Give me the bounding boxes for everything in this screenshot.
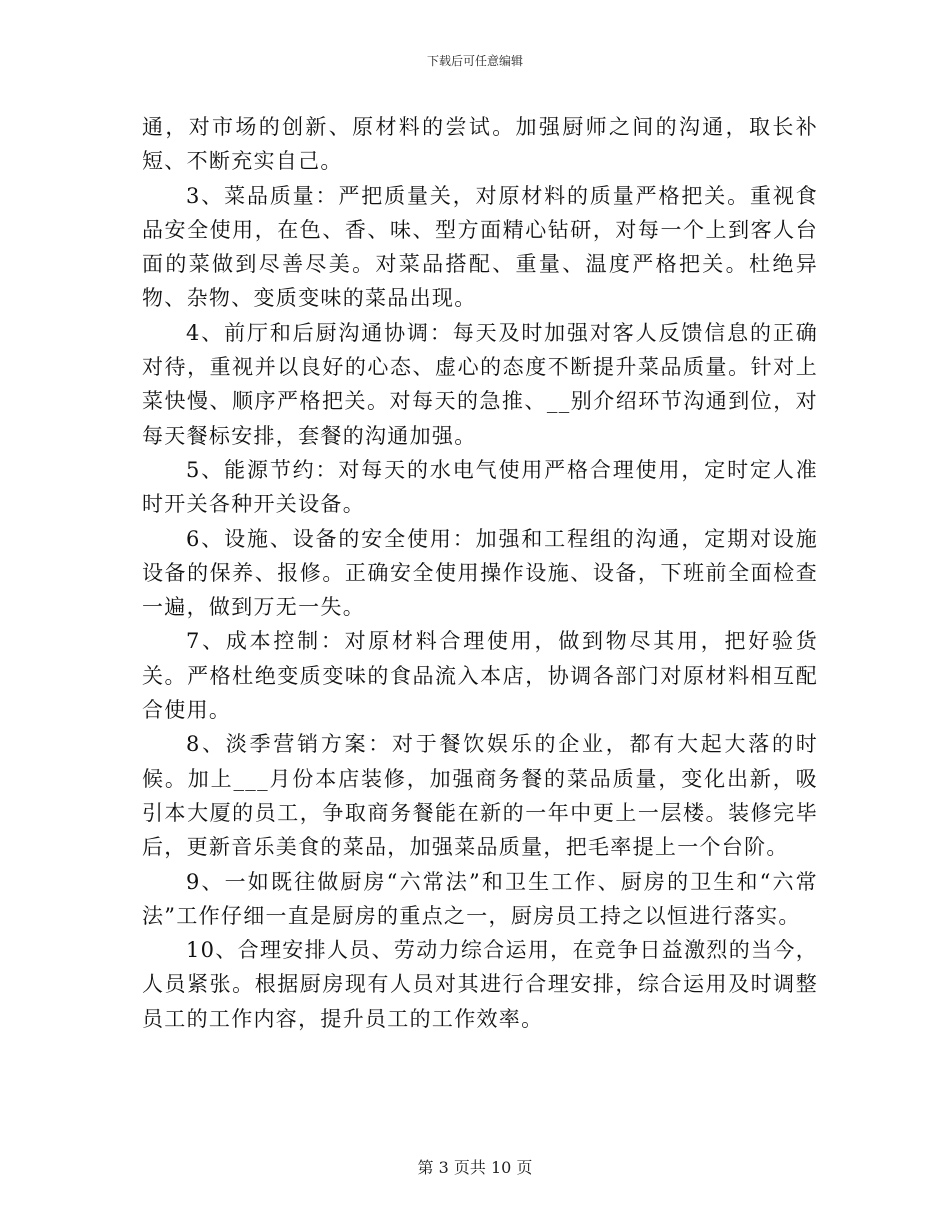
paragraph-item-5: 5、能源节约：对每天的水电气使用严格合理使用，定时定人准时开关各种开关设备。 [142, 457, 818, 517]
paragraph-item-3: 3、菜品质量：严把质量关，对原材料的质量严格把关。重视食品安全使用，在色、香、味、型方面精心钻研，对每一个上到客人台面的菜做到尽善尽美。对菜品搭配、重量、温度严格把关。杜绝异物、杂物、变质变味的菜品出现。 [142, 183, 818, 311]
document-body [142, 110, 818, 1036]
paragraph-item-10: 10、合理安排人员、劳动力综合运用，在竞争日益激烈的当今，人员紧张。根据厨房现有人员对其进行合理安排，综合运用及时调整员工的工作内容，提升员工的工作效率。 [142, 938, 818, 1031]
page-header-note: 下载后可任意编辑 [426, 54, 523, 68]
paragraph-item-4: 4、前厅和后厨沟通协调：每天及时加强对客人反馈信息的正确对待，重视并以良好的心态、虚心的态度不断提升菜品质量。针对上菜快慢、顺序严格把关。对每天的急推、__别介绍环节沟通到位，对每天餐标安排，套餐的沟通加强。 [142, 320, 818, 448]
paragraph-item-7: 7、成本控制：对原材料合理使用，做到物尽其用，把好验货关。严格杜绝变质变味的食品流入本店，协调各部门对原材料相互配合使用。 [142, 629, 818, 723]
paragraph-item-6: 6、设施、设备的安全使用：加强和工程组的沟通，定期对设施设备的保养、报修。正确安全使用操作设施、设备，下班前全面检查一遍，做到万无一失。 [142, 526, 818, 620]
page-number: 第 3 页共 10 页 [417, 1158, 533, 1177]
paragraph-item-8: 8、淡季营销方案：对于餐饮娱乐的企业，都有大起大落的时候。加上___月份本店装修，加强商务餐的菜品质量，变化出新，吸引本大厦的员工，争取商务餐能在新的一年中更上一层楼。装修完毕后，更新音乐美食的菜品，加强菜品质量，把毛率提上一个台阶。 [142, 732, 818, 860]
paragraph-item-9: 9、一如既往做厨房“六常法”和卫生工作、厨房的卫生和“六常法”工作仔细一直是厨房的重点之一，厨房员工持之以恒进行落实。 [142, 869, 818, 928]
paragraph-continuation: 通，对市场的创新、原材料的尝试。加强厨师之间的沟通，取长补短、不断充实自己。 [142, 115, 818, 174]
